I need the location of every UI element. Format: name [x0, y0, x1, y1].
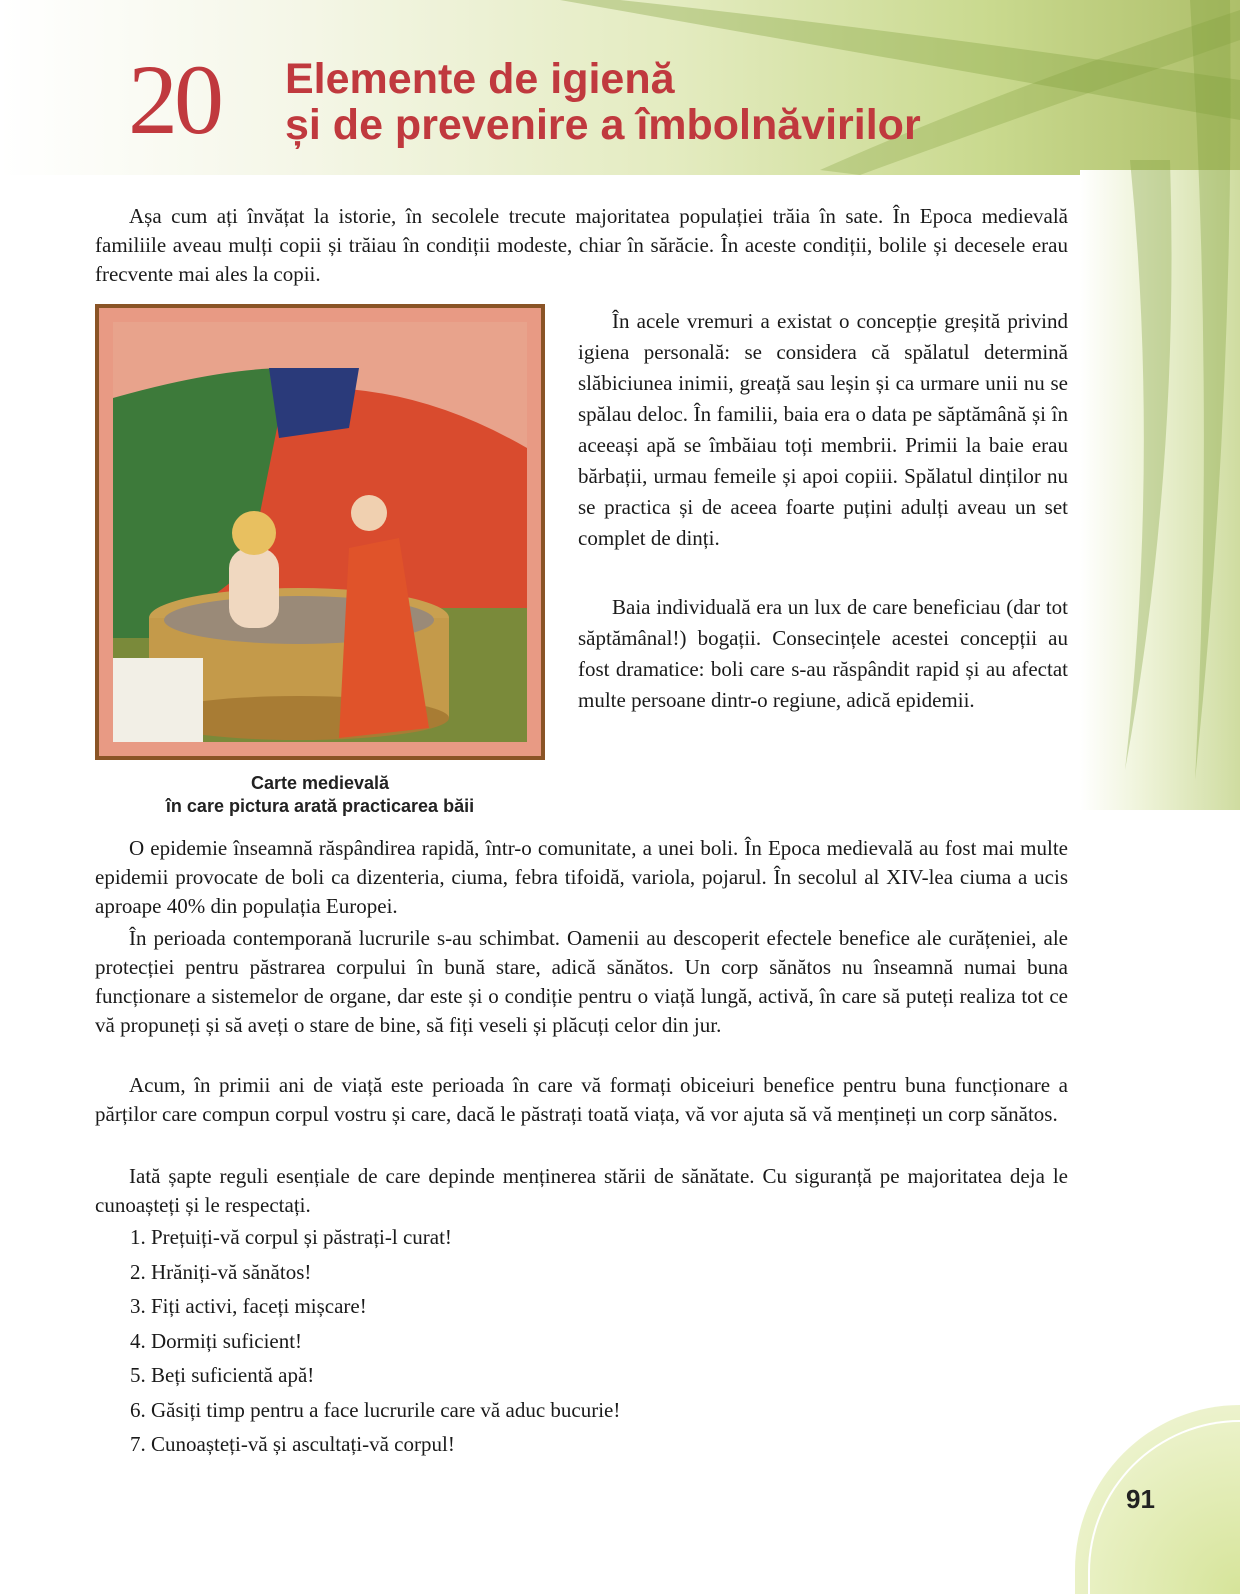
list-item: 1. Prețuiți-vă corpul și păstrați-l curat!	[130, 1225, 452, 1249]
rules-list	[130, 1225, 620, 1467]
list-item: 5. Beți suficientă apă!	[130, 1363, 315, 1387]
page-number: 91	[1126, 1484, 1155, 1514]
paragraph: O epidemie înseamnă răspândirea rapidă, într-o comunitate, a unei boli. În Epoca medievală au fost mai multe epidemii provocate de boli ca dizenteria, ciuma, febra tifoidă, variola, pojarul. În secolul al XIV-lea ciuma a ucis aproape 40% din populația Europei.	[95, 836, 1068, 918]
list-item: 7. Cunoașteți-vă și ascultați-vă corpul!	[130, 1432, 455, 1456]
list-item: 3. Fiți activi, faceți mișcare!	[130, 1294, 367, 1318]
paragraph: În acele vremuri a existat o concepție greșită privind igiena personală: se considera că spălatul determină slăbiciunea inimii, greață sau leșin și ca urmare unii nu se spălau deloc. În familii, baia era o data pe săptămână și în aceeași apă se îmbăiau toți membrii. Primii la baie erau bărbații, urmau femeile și apoi copiii. Spălatul dinților nu se practica și de aceea foarte puțini adulți aveau un set complet de dinți.	[578, 309, 1068, 550]
figure-caption	[95, 772, 545, 818]
title-line: și de prevenire a îmbolnăvirilor	[285, 101, 921, 149]
paragraph: Așa cum ați învățat la istorie, în secolele trecute majoritatea populației trăia în sate. În Epoca medievală familiile aveau mulți copii și trăiau în condiții modeste, chiar în sărăcie. În aceste condiții, bolile și decesele erau frecvente mai ales la copii.	[95, 204, 1068, 286]
list-item: 6. Găsiți timp pentru a face lucrurile care vă aduc bucurie!	[130, 1397, 621, 1422]
lesson-title	[285, 56, 921, 148]
paragraph: În perioada contemporană lucrurile s-au schimbat. Oamenii au descoperit efectele benefice ale curățeniei, ale protecției pentru păstrarea corpului în bună stare, adică sănătos. Un corp sănătos nu înseamnă numai buna funcționare a sistemelor de organe, dar este și o condiție pentru o viață lungă, activă, în care să puteți realiza tot ce vă propuneți și să aveți o stare de bine, să fiți veseli și plăcuți celor din jur.	[95, 926, 1068, 1037]
list-item: 4. Dormiți suficient!	[130, 1328, 303, 1353]
title-line: Elemente de igienă	[285, 55, 675, 103]
paragraph: Acum, în primii ani de viață este perioada în care vă formați obiceiuri benefice pentru buna funcționare a părților care compun corpul vostru și care, dacă le păstrați toată viața, vă vor ajuta să vă mențineți un corp sănătos.	[95, 1073, 1068, 1126]
lesson-number: 20	[128, 44, 220, 155]
caption-line: Carte medievală	[250, 773, 390, 793]
paragraph: Baia individuală era un lux de care beneficiau (dar tot săptămânal!) bogații. Consecințele acestei concepții au fost dramatice: boli care s-au răspândit rapid și au afectat multe persoane dintr-o regiune, adică epidemii.	[578, 595, 1068, 712]
list-item: 2. Hrăniți-vă sănătos!	[130, 1259, 312, 1284]
caption-line: în care pictura arată practicarea băii	[165, 796, 475, 816]
bath-painting	[99, 308, 541, 756]
medieval-bath-illustration	[95, 304, 545, 760]
paragraph: Iată șapte reguli esențiale de care depinde menținerea stării de sănătate. Cu siguranță pe majoritatea deja le cunoaștеți și le respectați.	[95, 1164, 1068, 1217]
page-corner-decoration	[1088, 1420, 1240, 1594]
